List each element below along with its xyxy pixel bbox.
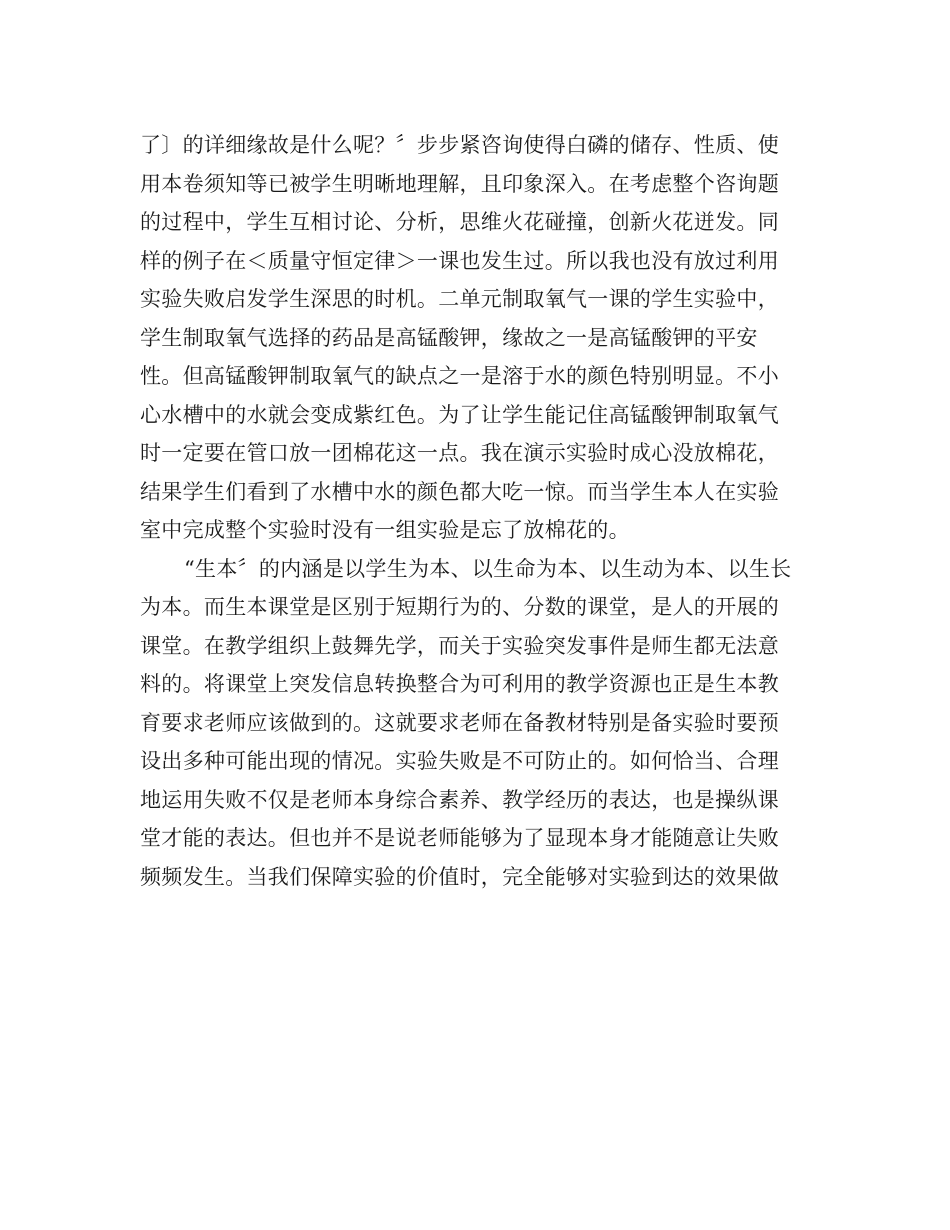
text-line: 料的。将课堂上突发信息转换整合为可利用的教学资源也正是生本教	[140, 672, 779, 696]
text-line: 性。但高锰酸钾制取氧气的缺点之一是溶于水的颜色特别明显。不小	[140, 364, 779, 388]
text-line: 频频发生。当我们保障实验的价值时，完全能够对实验到达的效果做	[140, 864, 779, 889]
text-line: 室中完成整个实验时没有一组实验是忘了放棉花的。	[140, 518, 630, 542]
text-line: 了〕的详细缘故是什么呢？〞步步紧咨询使得白磷的储存、性质、使	[140, 133, 779, 157]
text-line: 实验失败启发学生深思的时机。二单元制取氧气一课的学生实验中，	[140, 287, 779, 311]
text-line: 为本。而生本课堂是区别于短期行为的、分数的课堂，是人的开展的	[140, 595, 779, 619]
text-line: 设出多种可能出现的情况。实验失败是不可防止的。如何恰当、合理	[140, 749, 779, 773]
text-line: 样的例子在＜质量守恒定律＞一课也发生过。所以我也没有放过利用	[140, 248, 779, 273]
text-line: 的过程中，学生互相讨论、分析，思维火花碰撞，创新火花迸发。同	[140, 210, 779, 234]
text-line: 堂才能的表达。但也并不是说老师能够为了显现本身才能随意让失败	[140, 826, 779, 850]
document-body	[140, 126, 820, 896]
text-line: 地运用失败不仅是老师本身综合素养、教学经历的表达，也是操纵课	[140, 787, 779, 812]
text-line: 用本卷须知等已被学生明晰地理解，且印象深入。在考虑整个咨询题	[140, 171, 779, 196]
text-line: 学生制取氧气选择的药品是高锰酸钾，缘故之一是高锰酸钾的平安	[140, 325, 758, 350]
text-line: 时一定要在管口放一团棉花这一点。我在演示实验时成心没放棉花，	[140, 441, 779, 465]
paragraph-start-line: “生本〞的内涵是以学生为本、以生命为本、以生动为本、以生长	[184, 556, 792, 581]
text-line: 心水槽中的水就会变成紫红色。为了让学生能记住高锰酸钾制取氧气	[140, 402, 779, 427]
text-line: 育要求老师应该做到的。这就要求老师在备教材特别是备实验时要预	[140, 710, 779, 735]
text-line: 结果学生们看到了水槽中水的颜色都大吃一惊。而当学生本人在实验	[140, 479, 779, 504]
text-line: 课堂。在教学组织上鼓舞先学，而关于实验突发事件是师生都无法意	[140, 633, 779, 658]
